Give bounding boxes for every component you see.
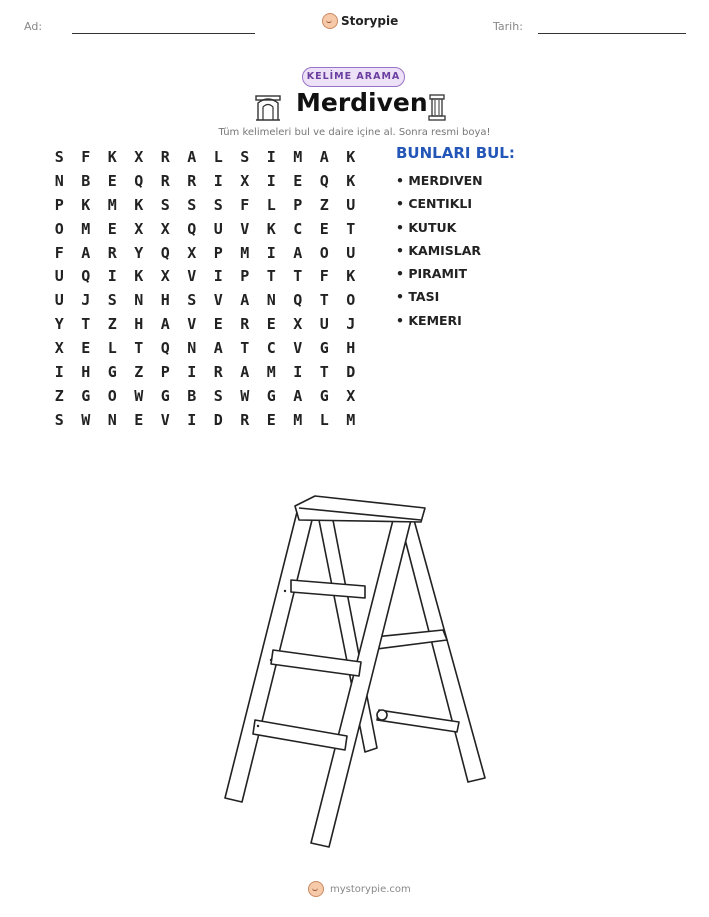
grid-cell[interactable]: G: [160, 386, 170, 405]
grid-cell[interactable]: E: [266, 410, 276, 429]
grid-cell[interactable]: B: [81, 171, 91, 190]
grid-cell[interactable]: H: [134, 315, 144, 334]
grid-cell[interactable]: U: [213, 219, 223, 238]
grid-cell[interactable]: E: [134, 410, 144, 429]
grid-cell[interactable]: I: [187, 363, 197, 382]
grid-cell[interactable]: Q: [160, 243, 170, 262]
page-title: Merdiven: [296, 88, 428, 117]
grid-cell[interactable]: T: [134, 339, 144, 358]
grid-cell[interactable]: R: [240, 315, 250, 334]
grid-cell[interactable]: R: [213, 363, 223, 382]
grid-cell[interactable]: K: [107, 148, 117, 166]
grid-cell[interactable]: V: [293, 339, 303, 358]
grid-cell[interactable]: X: [54, 339, 64, 358]
grid-cell[interactable]: P: [213, 243, 223, 262]
grid-cell[interactable]: I: [266, 171, 276, 190]
instructions: Tüm kelimeleri bul ve daire içine al. Sonra resmi boya!: [218, 127, 491, 138]
footer-url[interactable]: mystorypie.com: [330, 883, 411, 895]
grid-cell[interactable]: A: [81, 243, 91, 262]
ladder-illustration: [215, 490, 495, 860]
grid-cell[interactable]: K: [134, 267, 144, 286]
grid-cell[interactable]: O: [319, 243, 329, 262]
grid-cell[interactable]: X: [134, 148, 144, 166]
grid-cell[interactable]: A: [319, 148, 329, 166]
grid-cell[interactable]: U: [319, 315, 329, 334]
grid-cell[interactable]: X: [134, 219, 144, 238]
grid-cell[interactable]: R: [160, 171, 170, 190]
grid-cell[interactable]: G: [81, 386, 91, 405]
grid-cell[interactable]: F: [240, 195, 250, 214]
grid-cell[interactable]: U: [54, 267, 64, 286]
grid-cell[interactable]: S: [213, 386, 223, 405]
grid-cell[interactable]: A: [240, 291, 250, 310]
grid-cell[interactable]: C: [293, 219, 303, 238]
grid-cell[interactable]: S: [187, 195, 197, 214]
grid-cell[interactable]: V: [213, 291, 223, 310]
grid-cell[interactable]: S: [213, 195, 223, 214]
grid-cell[interactable]: G: [319, 386, 329, 405]
grid-cell[interactable]: X: [160, 267, 170, 286]
grid-cell[interactable]: K: [346, 171, 356, 190]
grid-cell[interactable]: U: [346, 243, 356, 262]
grid-cell[interactable]: Z: [107, 315, 117, 334]
arch-icon: [254, 93, 282, 121]
grid-cell[interactable]: V: [187, 315, 197, 334]
grid-cell[interactable]: Z: [134, 363, 144, 382]
grid-cell[interactable]: X: [293, 315, 303, 334]
grid-cell[interactable]: V: [160, 410, 170, 429]
grid-cell[interactable]: K: [346, 148, 356, 166]
word-item: • KUTUK: [396, 219, 457, 235]
grid-cell[interactable]: J: [81, 291, 91, 310]
grid-cell[interactable]: M: [266, 363, 276, 382]
grid-cell[interactable]: X: [240, 171, 250, 190]
grid-cell[interactable]: Q: [81, 267, 91, 286]
grid-cell[interactable]: T: [293, 267, 303, 286]
grid-cell[interactable]: H: [346, 339, 356, 358]
grid-cell[interactable]: K: [266, 219, 276, 238]
grid-cell[interactable]: B: [187, 386, 197, 405]
grid-cell[interactable]: I: [213, 267, 223, 286]
grid-cell[interactable]: F: [54, 243, 64, 262]
footer: [308, 881, 411, 897]
word-item: • KAMISLAR: [396, 242, 482, 258]
grid-cell[interactable]: E: [107, 219, 117, 238]
grid-cell[interactable]: W: [240, 386, 250, 405]
grid-cell[interactable]: S: [240, 148, 250, 166]
grid-cell[interactable]: X: [346, 386, 356, 405]
grid-cell[interactable]: Q: [319, 171, 329, 190]
grid-cell[interactable]: H: [160, 291, 170, 310]
grid-cell[interactable]: E: [266, 315, 276, 334]
word-item: • TASI: [396, 289, 440, 305]
grid-cell[interactable]: R: [187, 171, 197, 190]
grid-cell[interactable]: A: [160, 315, 170, 334]
logo-icon: [322, 13, 338, 29]
grid-cell[interactable]: K: [134, 195, 144, 214]
activity-badge: KELİME ARAMA: [302, 67, 405, 87]
grid-cell[interactable]: S: [54, 148, 64, 166]
grid-cell[interactable]: M: [107, 195, 117, 214]
grid-cell[interactable]: K: [81, 195, 91, 214]
grid-cell[interactable]: P: [54, 195, 64, 214]
grid-cell[interactable]: Q: [134, 171, 144, 190]
grid-cell[interactable]: U: [346, 195, 356, 214]
name-label: Ad:: [24, 20, 43, 33]
grid-cell[interactable]: L: [107, 339, 117, 358]
grid-cell[interactable]: P: [240, 267, 250, 286]
column-icon: [428, 93, 446, 121]
grid-cell[interactable]: L: [213, 148, 223, 166]
grid-cell[interactable]: X: [160, 219, 170, 238]
grid-cell[interactable]: D: [346, 363, 356, 382]
grid-cell[interactable]: D: [213, 410, 223, 429]
grid-cell[interactable]: R: [240, 410, 250, 429]
grid-cell[interactable]: N: [107, 410, 117, 429]
grid-cell[interactable]: M: [293, 410, 303, 429]
date-line[interactable]: [538, 33, 686, 34]
grid-cell[interactable]: M: [81, 219, 91, 238]
grid-cell[interactable]: V: [187, 267, 197, 286]
grid-cell[interactable]: E: [319, 219, 329, 238]
grid-cell[interactable]: Z: [319, 195, 329, 214]
grid-cell[interactable]: S: [160, 195, 170, 214]
grid-cell[interactable]: Y: [134, 243, 144, 262]
grid-cell[interactable]: T: [319, 291, 329, 310]
grid-cell[interactable]: N: [266, 291, 276, 310]
word-item: • MERDIVEN: [396, 173, 483, 188]
grid-cell[interactable]: T: [319, 363, 329, 382]
grid-cell[interactable]: Q: [187, 219, 197, 238]
grid-cell[interactable]: W: [81, 410, 91, 429]
grid-cell[interactable]: I: [107, 267, 117, 286]
word-item: • PIRAMIT: [396, 266, 468, 282]
grid-cell[interactable]: N: [54, 171, 64, 190]
brand-logo: [322, 13, 398, 29]
grid-cell[interactable]: L: [319, 410, 329, 429]
grid-cell[interactable]: W: [134, 386, 144, 405]
grid-cell[interactable]: T: [81, 315, 91, 334]
grid-cell[interactable]: N: [134, 291, 144, 310]
word-item: • CENTIKLI: [396, 196, 472, 212]
grid-cell[interactable]: P: [160, 363, 170, 382]
grid-cell[interactable]: O: [346, 291, 356, 310]
grid-cell[interactable]: S: [187, 291, 197, 310]
grid-cell[interactable]: S: [107, 291, 117, 310]
grid-cell[interactable]: N: [187, 339, 197, 358]
brand-name: Storypie: [341, 14, 399, 28]
grid-cell[interactable]: I: [213, 171, 223, 190]
grid-cell[interactable]: K: [346, 267, 356, 286]
grid-cell[interactable]: Q: [160, 339, 170, 358]
grid-cell[interactable]: E: [213, 315, 223, 334]
grid-cell[interactable]: T: [346, 219, 356, 238]
word-item: • KEMERI: [396, 312, 462, 328]
grid-cell[interactable]: I: [54, 363, 64, 382]
grid-cell[interactable]: I: [266, 243, 276, 262]
grid-cell[interactable]: Q: [293, 291, 303, 310]
grid-cell[interactable]: E: [107, 171, 117, 190]
grid-cell[interactable]: T: [266, 267, 276, 286]
grid-cell[interactable]: A: [213, 339, 223, 358]
grid-cell[interactable]: E: [81, 339, 91, 358]
grid-cell[interactable]: A: [293, 386, 303, 405]
date-label: Tarih:: [493, 20, 523, 33]
grid-cell[interactable]: Y: [54, 315, 64, 334]
grid-cell[interactable]: P: [293, 195, 303, 214]
grid-cell[interactable]: E: [293, 171, 303, 190]
letter-grid: [46, 146, 364, 433]
grid-cell[interactable]: Z: [54, 386, 64, 405]
footer-logo-icon: [308, 881, 324, 897]
word-list-heading: BUNLARI BUL:: [396, 144, 515, 162]
grid-cell[interactable]: H: [81, 363, 91, 382]
grid-cell[interactable]: O: [54, 219, 64, 238]
grid-cell[interactable]: M: [346, 410, 356, 429]
grid-cell[interactable]: I: [293, 363, 303, 382]
grid-cell[interactable]: M: [240, 243, 250, 262]
grid-cell[interactable]: R: [107, 243, 117, 262]
name-line[interactable]: [72, 33, 255, 34]
grid-cell[interactable]: T: [240, 339, 250, 358]
word-list: [396, 172, 483, 335]
grid-cell[interactable]: A: [240, 363, 250, 382]
grid-cell[interactable]: R: [160, 148, 170, 166]
grid-cell[interactable]: F: [319, 267, 329, 286]
grid-cell[interactable]: X: [187, 243, 197, 262]
grid-cell[interactable]: A: [293, 243, 303, 262]
grid-cell[interactable]: V: [240, 219, 250, 238]
grid-cell[interactable]: L: [266, 195, 276, 214]
grid-cell[interactable]: S: [54, 410, 64, 429]
grid-cell[interactable]: I: [266, 148, 276, 166]
grid-cell[interactable]: G: [319, 339, 329, 358]
grid-cell[interactable]: C: [266, 339, 276, 358]
grid-cell[interactable]: J: [346, 315, 356, 334]
grid-cell[interactable]: G: [107, 363, 117, 382]
grid-cell[interactable]: U: [54, 291, 64, 310]
grid-cell[interactable]: F: [81, 148, 91, 166]
grid-cell[interactable]: M: [293, 148, 303, 166]
grid-cell[interactable]: G: [266, 386, 276, 405]
grid-cell[interactable]: I: [187, 410, 197, 429]
grid-cell[interactable]: A: [187, 148, 197, 166]
grid-cell[interactable]: O: [107, 386, 117, 405]
